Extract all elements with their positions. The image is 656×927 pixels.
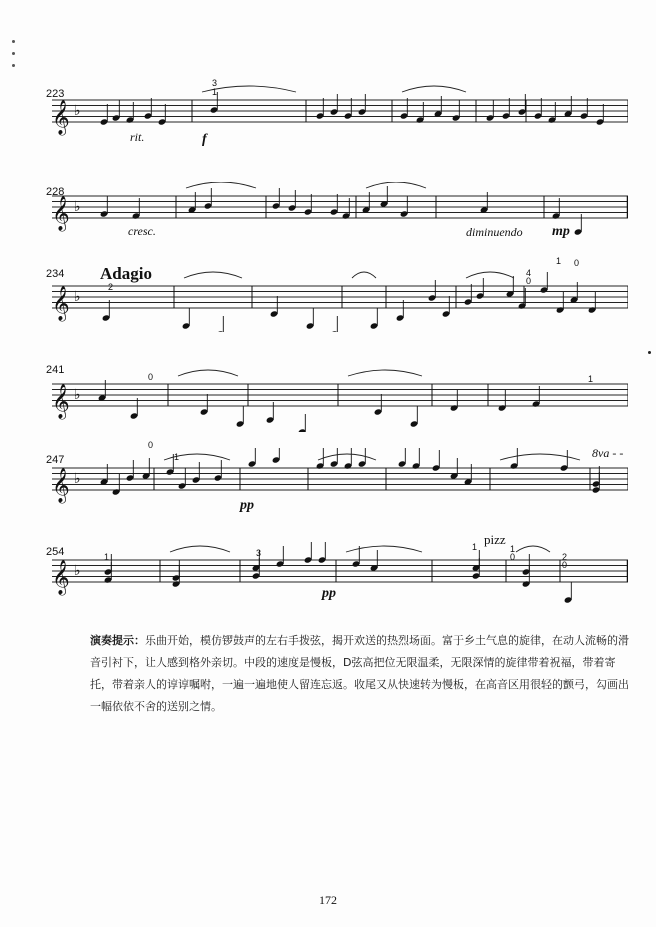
key-signature-flat: ♭ [74,103,81,119]
fingering: 0 [510,552,516,562]
treble-clef: 𝄞 [52,560,70,595]
performance-notes-body: 乐曲开始，模仿锣鼓声的左右手拨弦，揭开欢送的热烈场面。富于乡土气息的旋律，在动人流畅的滑音引衬下，让人感到格外亲切。中段的速度是慢板，D弦高把位无限温柔，无限深情的旋律带着祝福，带着寄托，带着亲人的谆谆嘱咐，一遍一遍地使人留连忘返。收尾又从快速转为慢板，在高音区用很轻的颤弓，勾画出一幅依依不舍的送别之情。 [90,634,629,713]
measure-number: 247 [46,454,65,466]
staff [44,362,628,432]
fingering: 0 [526,276,532,286]
system-4 [44,362,628,432]
staff [44,448,628,520]
slur [184,272,242,278]
slur [466,272,514,278]
slur [186,182,256,188]
key-signature-flat: ♭ [74,199,81,215]
slur [352,272,376,278]
measure-number: 241 [46,364,65,376]
pizz-marking: pizz [484,532,506,547]
fingering: 3 [256,548,262,558]
slur [348,370,422,376]
measure-number: 234 [46,268,65,280]
treble-clef: 𝄞 [52,100,70,135]
pp-marking: pp [240,498,254,513]
system-5 [44,440,628,520]
measure-number: 228 [46,186,65,198]
binding-holes [12,40,16,920]
page-number: 172 [319,893,337,907]
tempo-marking: Adagio [100,264,152,283]
performance-notes [90,630,630,718]
staff [44,538,628,610]
fingering: 1 [588,374,594,384]
slur [178,370,238,376]
slur [170,546,230,552]
fingering: 2 [108,282,114,292]
diminuendo-marking: diminuendo [466,225,523,239]
fingering: 1 [556,256,562,266]
measure-number: 223 [46,88,65,100]
fingering: 1 [472,542,478,552]
key-signature-flat: ♭ [74,289,81,305]
slur [366,182,426,188]
fingering: 2 [562,552,568,562]
mp-marking: mp [552,224,570,239]
fingering: 4 [526,268,532,278]
system-2 [44,182,628,252]
measure-number: 254 [46,546,65,558]
pp-marking: pp [322,586,336,601]
treble-clef: 𝄞 [52,196,70,231]
rit-marking: rit. [130,130,145,144]
fingering: 3 [212,78,218,88]
performance-notes-lead: 演奏提示： [90,634,145,647]
fingering: 1 [174,452,180,462]
slur [318,454,376,460]
slur [500,454,580,460]
staff [44,78,628,158]
fingering: 1 [510,544,516,554]
staff [44,182,628,252]
fingering: 1 [212,87,218,97]
system-1 [44,78,628,158]
treble-clef: 𝄞 [52,286,70,321]
fingering: 0 [562,560,568,570]
ottava-marking: 8va - - [592,446,624,460]
fingering: 1 [104,552,110,562]
key-signature-flat: ♭ [74,471,81,487]
page-speck [648,351,651,354]
cresc-marking: cresc. [128,224,156,238]
forte-marking: f [202,132,207,147]
treble-clef: 𝄞 [52,468,70,503]
key-signature-flat: ♭ [74,387,81,403]
treble-clef: 𝄞 [52,384,70,419]
fingering: 0 [148,440,154,450]
system-6 [44,532,628,610]
fingering: 0 [148,372,154,382]
system-3 [44,256,628,332]
slur [516,546,550,552]
slur [346,546,422,552]
slur [402,86,466,92]
key-signature-flat: ♭ [74,563,81,579]
fingering: 0 [574,258,580,268]
staff [44,262,628,332]
